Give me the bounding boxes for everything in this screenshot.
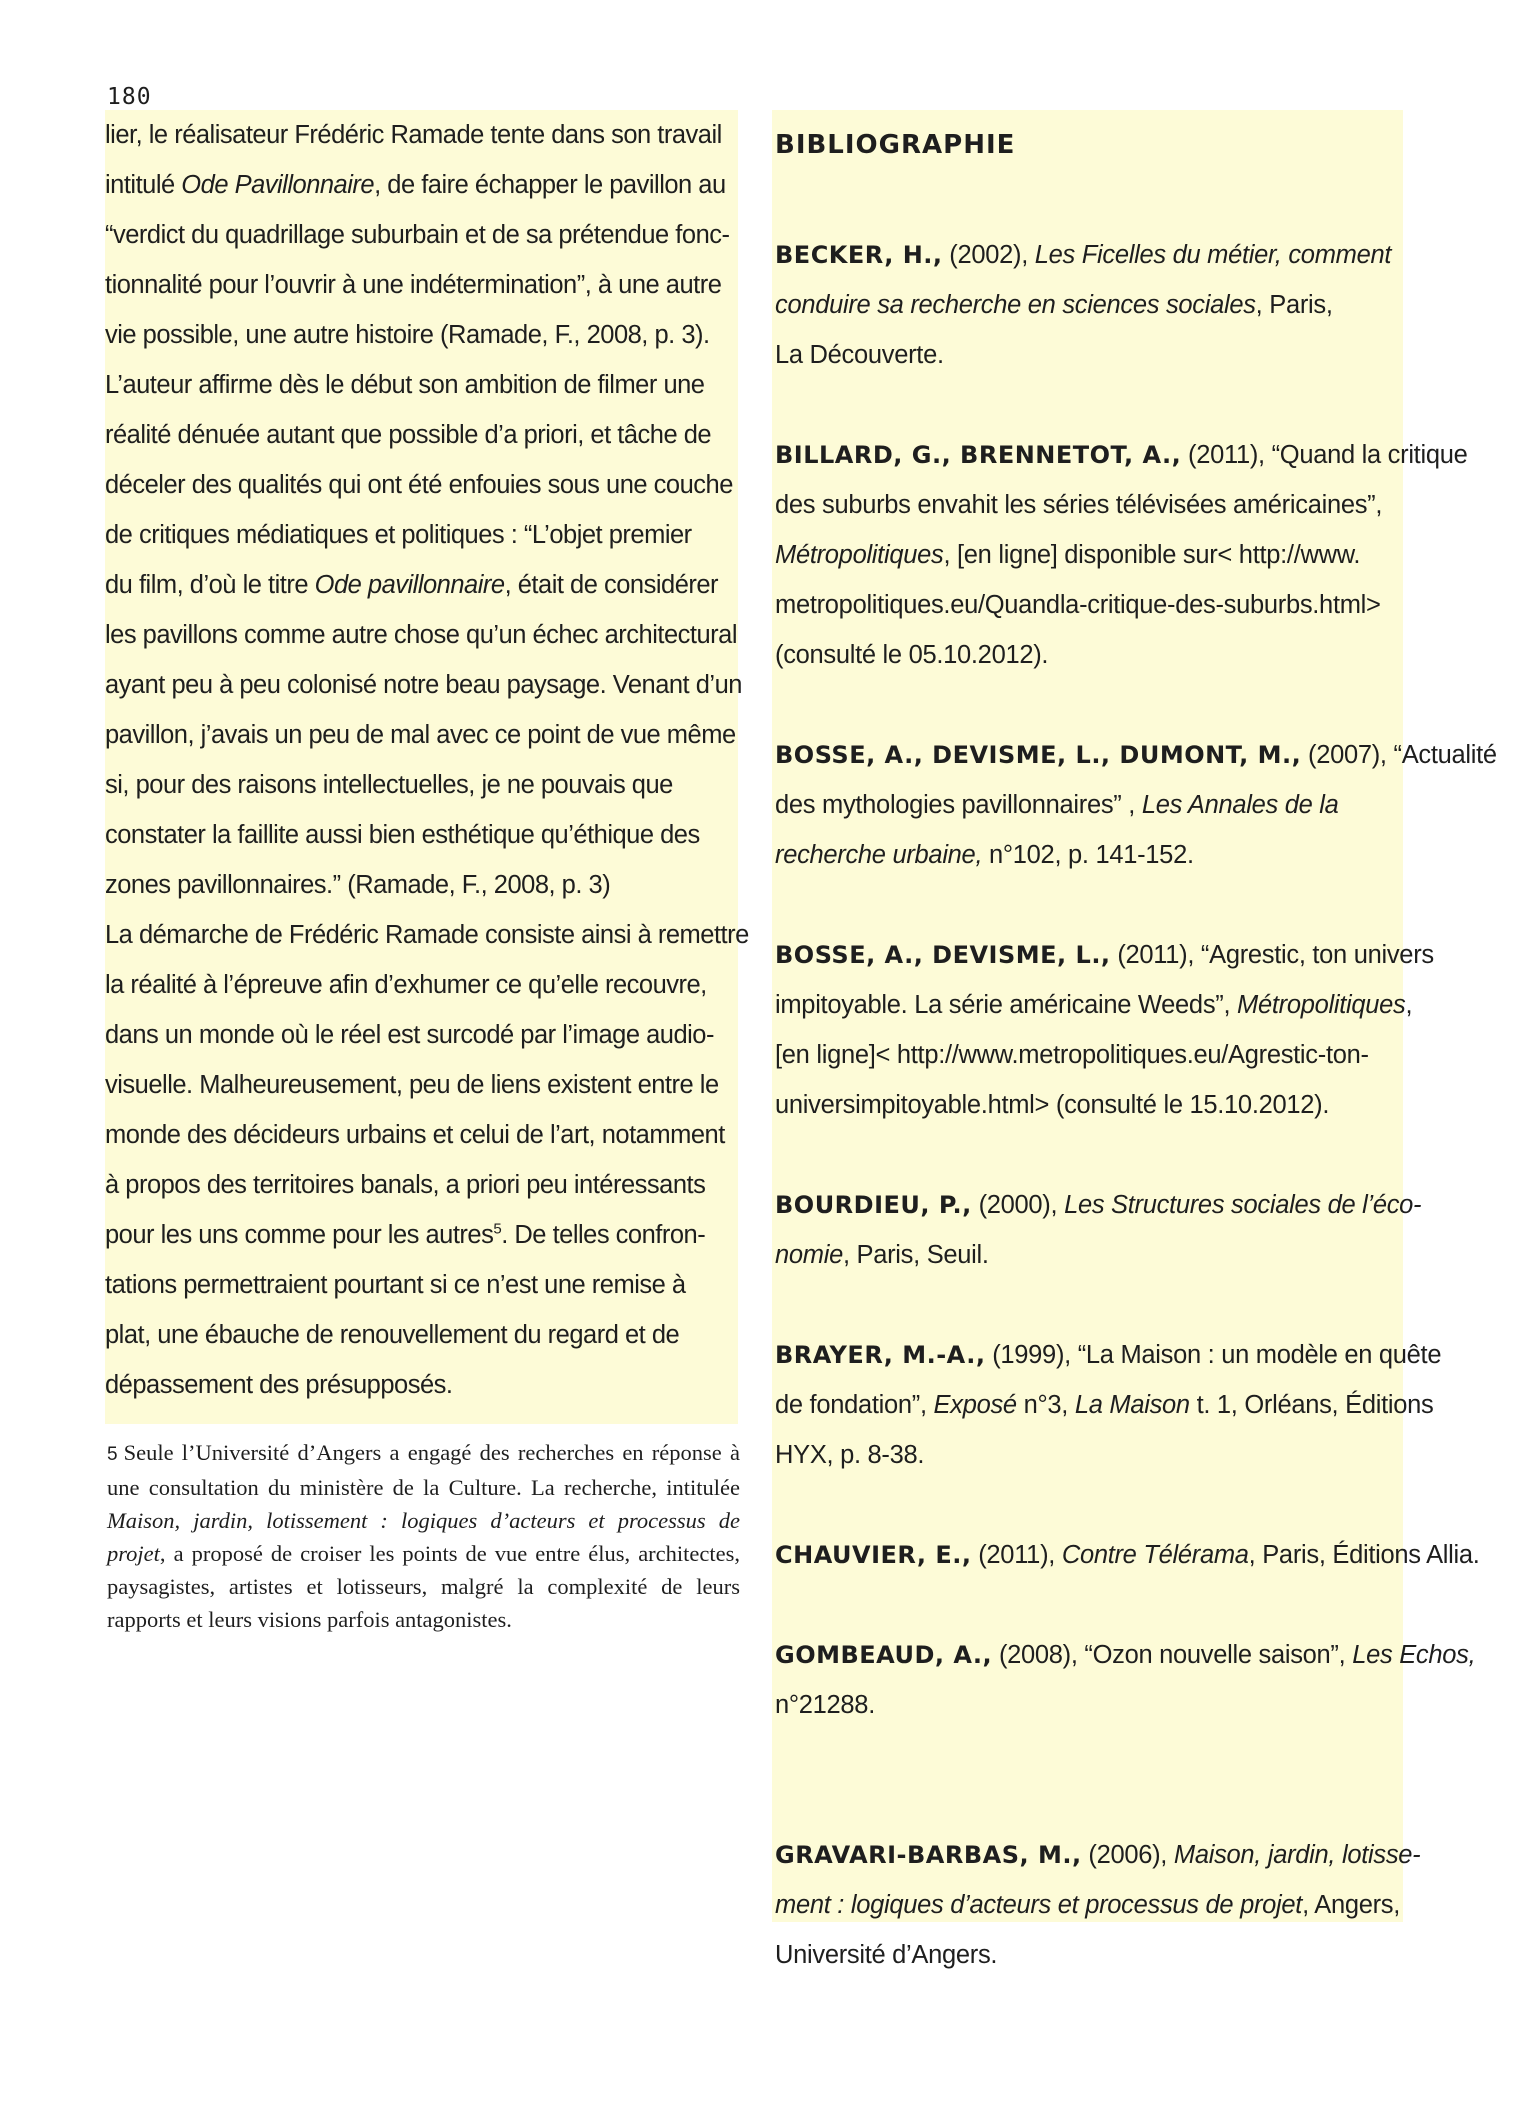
footnote-number: 5: [107, 1444, 118, 1465]
body-text: pavillon, j’avais un peu de mal avec ce point de vue même: [105, 721, 736, 749]
body-line: [105, 410, 738, 460]
bibliography-author: GOMBEAUD, A.,: [775, 1641, 993, 1669]
body-line: [105, 1360, 738, 1410]
bibliography-text: , [en ligne] disponible sur< http://www.: [943, 541, 1361, 569]
bibliography-text: (2002),: [942, 241, 1035, 269]
bibliography-text: , Angers,: [1302, 1891, 1401, 1919]
bibliography-title-italic: recherche urbaine,: [775, 841, 983, 869]
body-text: tations permettraient pourtant si ce n’est une remise à: [105, 1271, 686, 1299]
page-number: 180: [107, 84, 152, 110]
body-text: réalité dénuée autant que possible d’a priori, et tâche de: [105, 421, 712, 449]
body-text: si, pour des raisons intellectuelles, je ne pouvais que: [105, 771, 673, 799]
bibliography-line: [775, 280, 1403, 330]
body-text: Ode pavillonnaire: [314, 571, 505, 599]
bibliography-line: [775, 730, 1497, 780]
bibliography-text: (consulté le 05.10.2012).: [775, 641, 1049, 669]
bibliography-line: [775, 1830, 1421, 1880]
body-line: [105, 160, 738, 210]
bibliography-column: [772, 110, 1497, 1969]
body-line: [105, 1210, 738, 1260]
bibliography-entry: [775, 1180, 1422, 1280]
body-text: constater la faillite aussi bien esthétique qu’éthique des: [105, 821, 700, 849]
bibliography-author: BILLARD, G., BRENNETOT, A.,: [775, 441, 1182, 469]
footnote-title: Maison, jardin, lotissement : logiques d’acteurs et processus de projet: [107, 1508, 740, 1566]
bibliography-text: , Paris, Éditions Allia.: [1248, 1541, 1480, 1569]
bibliography-title-italic: Métropolitiques: [775, 541, 944, 569]
bibliography-line: [775, 1630, 1476, 1680]
bibliography-title-italic: Exposé: [933, 1391, 1017, 1419]
bibliography-line: [775, 830, 1403, 880]
bibliography-text: Université d’Angers.: [775, 1941, 998, 1969]
body-text: monde des décideurs urbains et celui de l’art, notamment: [105, 1121, 725, 1149]
bibliography-line: [775, 1930, 1403, 1980]
bibliography-text: universimpitoyable.html> (consulté le 15.10.2012).: [775, 1091, 1330, 1119]
body-line: [105, 310, 738, 360]
bibliography-line: [775, 1180, 1422, 1230]
bibliography-title-italic: Les Structures sociales de l’éco-: [1064, 1191, 1422, 1219]
body-line: [105, 210, 738, 260]
body-line: [105, 760, 738, 810]
bibliography-author: GRAVARI-BARBAS, M.,: [775, 1841, 1082, 1869]
body-text: déceler des qualités qui ont été enfouies sous une couche: [105, 471, 733, 499]
bibliography-entry: [775, 930, 1434, 1130]
body-text: lier, le réalisateur Frédéric Ramade tente dans son travail: [105, 121, 722, 149]
footnote-ref: 5: [493, 1220, 502, 1238]
body-text: La démarche de Frédéric Ramade consiste ainsi à remettre: [105, 921, 749, 949]
bibliography-line: [775, 1530, 1480, 1580]
bibliography-entry: [775, 1330, 1442, 1480]
bibliography-entry: [775, 1630, 1476, 1730]
body-text: L’auteur affirme dès le début son ambition de filmer une: [105, 371, 705, 399]
bibliography-text: t. 1, Orléans, Éditions: [1189, 1391, 1434, 1419]
body-text: plat, une ébauche de renouvellement du regard et de: [105, 1321, 680, 1349]
body-line: [105, 460, 738, 510]
bibliography-line: [775, 1380, 1434, 1430]
bibliography-text: de fondation”,: [775, 1391, 934, 1419]
body-text: à propos des territoires banals, a priori peu intéressants: [105, 1171, 706, 1199]
bibliography-text: (2007), “Actualité: [1301, 741, 1497, 769]
bibliography-text: des suburbs envahit les séries télévisées américaines”,: [775, 491, 1383, 519]
bibliography-title-italic: Maison, jardin, lotisse-: [1173, 1841, 1421, 1869]
bibliography-entry: [775, 430, 1468, 680]
bibliography-title-italic: La Maison: [1074, 1391, 1190, 1419]
bibliography-text: (2011),: [971, 1541, 1062, 1569]
bibliography-text: La Découverte.: [775, 341, 944, 369]
bibliography-line: [775, 980, 1413, 1030]
body-line: [105, 660, 742, 710]
body-text: du film, d’où le titre: [105, 571, 315, 599]
bibliography-line: [775, 480, 1403, 530]
body-text: Ode Pavillonnaire: [181, 171, 375, 199]
bibliography-author: BOSSE, A., DEVISME, L., DUMONT, M.,: [775, 741, 1302, 769]
body-text: zones pavillonnaires.” (Ramade, F., 2008, p. 3): [105, 871, 611, 899]
bibliography-text: des mythologies pavillonnaires” ,: [775, 791, 1142, 819]
body-text: dépassement des présupposés.: [105, 1371, 453, 1399]
bibliography-entry: [775, 230, 1403, 380]
footnote-text-after: , a proposé de croiser les points de vue entre élus, architectes, paysagistes, artistes et lotisseurs, malgré la complexité de leurs rapports et leurs visions parfois antagonistes.: [107, 1541, 740, 1632]
bibliography-entry: [775, 1530, 1480, 1580]
bibliography-text: ,: [1405, 991, 1413, 1019]
bibliography-author: BECKER, H.,: [775, 241, 943, 269]
body-line: [105, 1310, 738, 1360]
bibliography-line: [775, 430, 1468, 480]
body-text-column: [105, 110, 749, 1424]
bibliography-title-italic: ment : logiques d’acteurs et processus de projet: [775, 1891, 1303, 1919]
body-line: [105, 610, 738, 660]
bibliography-entry: [775, 730, 1497, 880]
bibliography-author: BRAYER, M.-A.,: [775, 1341, 986, 1369]
footnote: [107, 1436, 740, 1636]
body-text: tionnalité pour l’ouvrir à une indétermination”, à une autre: [105, 271, 722, 299]
body-text: les pavillons comme autre chose qu’un échec architectural: [105, 621, 738, 649]
bibliography-line: [775, 630, 1403, 680]
bibliography-entry: [775, 1830, 1421, 1980]
body-line: [105, 1110, 738, 1160]
bibliography-line: [775, 230, 1403, 280]
bibliography-text: n°102, p. 141-152.: [982, 841, 1194, 869]
bibliography-author: BOSSE, A., DEVISME, L.,: [775, 941, 1111, 969]
body-text: ayant peu à peu colonisé notre beau paysage. Venant d’un: [105, 671, 742, 699]
bibliography-title-italic: conduire sa recherche en sciences sociales: [775, 291, 1256, 319]
bibliography-title-italic: Les Echos,: [1352, 1641, 1476, 1669]
body-text: la réalité à l’épreuve afin d’exhumer ce qu’elle recouvre,: [105, 971, 707, 999]
bibliography-line: [775, 1430, 1403, 1480]
bibliography-author: CHAUVIER, E.,: [775, 1541, 972, 1569]
bibliography-text: [en ligne]< http://www.metropolitiques.eu/Agrestic-ton-: [775, 1041, 1369, 1069]
body-line: [105, 960, 738, 1010]
bibliography-text: HYX, p. 8-38.: [775, 1441, 925, 1469]
bibliography-line: [775, 1330, 1442, 1380]
body-text: , était de considérer: [504, 571, 719, 599]
bibliography-text: , Paris, Seuil.: [842, 1241, 989, 1269]
bibliography-line: [775, 780, 1403, 830]
body-line: [105, 110, 738, 160]
body-text: . De telles confron-: [501, 1221, 706, 1249]
body-line: [105, 1260, 738, 1310]
body-text: vie possible, une autre histoire (Ramade, F., 2008, p. 3).: [105, 321, 710, 349]
body-line: [105, 1060, 738, 1110]
bibliography-text: (2006),: [1081, 1841, 1174, 1869]
body-text: , de faire échapper le pavillon au: [374, 171, 726, 199]
body-text: intitulé: [105, 171, 182, 199]
body-line: [105, 360, 738, 410]
footnote-text-before: Seule l’Université d’Angers a engagé des recherches en réponse à une consultation du ministère de la Culture. La recherche, intitulée: [107, 1440, 740, 1500]
body-line: [105, 1010, 738, 1060]
bibliography-text: metropolitiques.eu/Quandla-critique-des-suburbs.html>: [775, 591, 1381, 619]
body-text: de critiques médiatiques et politiques : “L’objet premier: [105, 521, 692, 549]
body-line: [105, 560, 738, 610]
bibliography-text: n°3,: [1016, 1391, 1075, 1419]
bibliography-line: [775, 1080, 1403, 1130]
bibliography-text: (1999), “La Maison : un modèle en quête: [985, 1341, 1442, 1369]
body-line: [105, 810, 738, 860]
bibliography-text: , Paris,: [1255, 291, 1333, 319]
bibliography-line: [775, 330, 1403, 380]
bibliography-line: [775, 580, 1403, 630]
body-text: dans un monde où le réel est surcodé par l’image audio-: [105, 1021, 714, 1049]
bibliography-line: [775, 1230, 1403, 1280]
bibliography-title-italic: nomie: [775, 1241, 843, 1269]
body-text: “verdict du quadrillage suburbain et de sa prétendue fonc-: [105, 221, 730, 249]
bibliography-title: BIBLIOGRAPHIE: [775, 130, 1016, 160]
bibliography-text: (2008), “Ozon nouvelle saison”,: [992, 1641, 1353, 1669]
bibliography-title-italic: Métropolitiques: [1237, 991, 1406, 1019]
bibliography-author: BOURDIEU, P.,: [775, 1191, 972, 1219]
body-text: pour les uns comme pour les autres: [105, 1221, 494, 1249]
bibliography-line: [775, 930, 1434, 980]
bibliography-title-italic: Les Annales de la: [1141, 791, 1339, 819]
bibliography-line: [775, 1880, 1403, 1930]
bibliography-text: impitoyable. La série américaine Weeds”,: [775, 991, 1238, 1019]
bibliography-title-italic: Contre Télérama: [1061, 1541, 1249, 1569]
bibliography-text: (2011), “Agrestic, ton univers: [1110, 941, 1434, 969]
body-line: [105, 510, 738, 560]
bibliography-text: (2011), “Quand la critique: [1181, 441, 1468, 469]
body-text: visuelle. Malheureusement, peu de liens existent entre le: [105, 1071, 719, 1099]
bibliography-line: [775, 1030, 1403, 1080]
body-line: [105, 260, 738, 310]
bibliography-text: (2000),: [971, 1191, 1065, 1219]
bibliography-line: [775, 530, 1403, 580]
bibliography-title-italic: Les Ficelles du métier, comment: [1034, 241, 1392, 269]
bibliography-text: n°21288.: [775, 1691, 875, 1719]
bibliography-line: [775, 1680, 1403, 1730]
body-line: [105, 710, 738, 760]
body-line: [105, 910, 749, 960]
body-line: [105, 860, 738, 910]
body-line: [105, 1160, 738, 1210]
